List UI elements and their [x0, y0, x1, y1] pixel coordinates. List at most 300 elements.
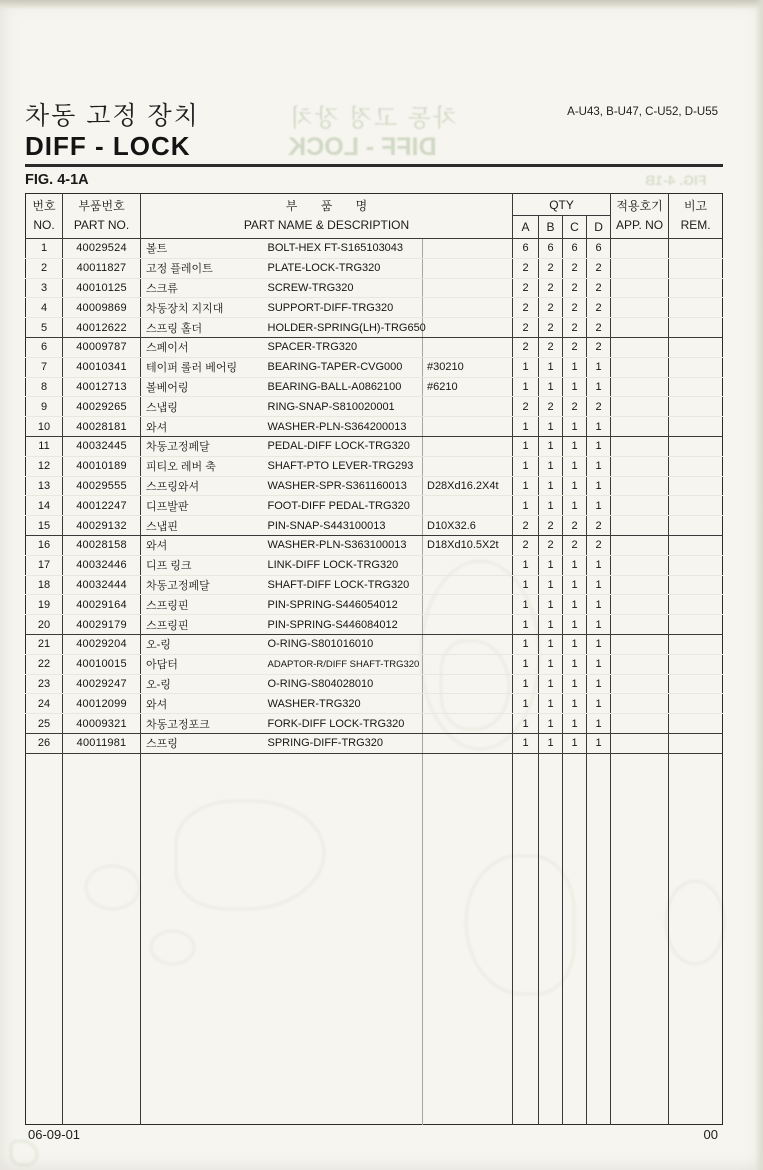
header-app-no: 적용호기 APP. NO [611, 194, 669, 239]
qty-b: 1 [539, 634, 563, 654]
row-number: 1 [26, 239, 63, 259]
row-number: 7 [26, 357, 63, 377]
qty-b: 1 [539, 377, 563, 397]
qty-c: 1 [563, 674, 587, 694]
part-spec [423, 436, 513, 456]
row-number: 19 [26, 595, 63, 615]
part-name-english: WASHER-SPR-S361160013 [268, 476, 423, 496]
remarks-cell [669, 694, 723, 714]
part-spec [423, 456, 513, 476]
qty-d: 1 [587, 436, 611, 456]
qty-c: 1 [563, 496, 587, 516]
part-number: 40029555 [63, 476, 141, 496]
part-spec [423, 298, 513, 318]
part-spec [423, 714, 513, 734]
qty-d: 1 [587, 615, 611, 635]
remarks-cell [669, 516, 723, 536]
part-spec [423, 337, 513, 357]
part-name-korean: 스페이서 [141, 337, 268, 357]
part-name-korean: 스프링 홀더 [141, 318, 268, 338]
remarks-cell [669, 595, 723, 615]
part-name-english: FORK-DIFF LOCK-TRG320 [268, 714, 423, 734]
remarks-cell [669, 298, 723, 318]
qty-c: 1 [563, 694, 587, 714]
qty-a: 2 [513, 298, 539, 318]
part-name-english: FOOT-DIFF PEDAL-TRG320 [268, 496, 423, 516]
part-name-english: PIN-SNAP-S443100013 [268, 516, 423, 536]
qty-a: 1 [513, 377, 539, 397]
qty-c: 1 [563, 714, 587, 734]
table-row [26, 239, 723, 259]
qty-a: 2 [513, 516, 539, 536]
parts-table-body [26, 239, 723, 1125]
part-spec [423, 318, 513, 338]
part-name-english: BOLT-HEX FT-S165103043 [268, 239, 423, 259]
table-row [26, 476, 723, 496]
part-number: 40010189 [63, 456, 141, 476]
revision-date: 06-09-01 [28, 1127, 81, 1142]
part-spec: #6210 [423, 377, 513, 397]
part-number: 40012247 [63, 496, 141, 516]
table-row [26, 456, 723, 476]
part-name-english: PLATE-LOCK-TRG320 [268, 258, 423, 278]
header-qty-c: C [563, 216, 587, 239]
app-no-cell [611, 694, 669, 714]
qty-c: 1 [563, 476, 587, 496]
part-spec [423, 595, 513, 615]
table-row [26, 258, 723, 278]
qty-c: 2 [563, 516, 587, 536]
qty-a: 6 [513, 239, 539, 259]
part-name-english: O-RING-S801016010 [268, 634, 423, 654]
part-name-english: SPACER-TRG320 [268, 337, 423, 357]
part-spec [423, 239, 513, 259]
part-name-english: PIN-SPRING-S446084012 [268, 615, 423, 635]
part-name-korean: 볼트 [141, 239, 268, 259]
app-no-cell [611, 714, 669, 734]
qty-b: 2 [539, 278, 563, 298]
remarks-cell [669, 357, 723, 377]
remarks-cell [669, 674, 723, 694]
app-no-cell [611, 298, 669, 318]
qty-c: 2 [563, 535, 587, 555]
part-spec [423, 496, 513, 516]
table-row [26, 555, 723, 575]
qty-b: 1 [539, 733, 563, 753]
table-row [26, 337, 723, 357]
qty-b: 1 [539, 674, 563, 694]
qty-c: 1 [563, 377, 587, 397]
app-no-cell [611, 733, 669, 753]
qty-c: 1 [563, 615, 587, 635]
header-rem: 비고 REM. [669, 194, 723, 239]
table-row [26, 357, 723, 377]
part-name-korean: 스프링핀 [141, 595, 268, 615]
qty-c: 2 [563, 318, 587, 338]
part-name-korean: 차동고정페달 [141, 436, 268, 456]
qty-d: 1 [587, 595, 611, 615]
qty-b: 1 [539, 575, 563, 595]
part-name-korean: 스프링핀 [141, 615, 268, 635]
page-number: 00 [703, 1127, 718, 1142]
qty-b: 1 [539, 357, 563, 377]
ghost-title-korean: 차동 고정 장치 [288, 105, 457, 132]
app-no-cell [611, 674, 669, 694]
table-row [26, 535, 723, 555]
remarks-cell [669, 496, 723, 516]
part-name-english: PEDAL-DIFF LOCK-TRG320 [268, 436, 423, 456]
row-number: 8 [26, 377, 63, 397]
table-row [26, 397, 723, 417]
table-row [26, 318, 723, 338]
part-name-korean: 스크류 [141, 278, 268, 298]
qty-a: 2 [513, 337, 539, 357]
part-spec [423, 694, 513, 714]
qty-c: 2 [563, 337, 587, 357]
part-name-english: WASHER-TRG320 [268, 694, 423, 714]
part-number: 40032445 [63, 436, 141, 456]
table-row [26, 516, 723, 536]
qty-c: 1 [563, 456, 587, 476]
table-row [26, 496, 723, 516]
qty-c: 1 [563, 634, 587, 654]
part-name-english: WASHER-PLN-S364200013 [268, 417, 423, 437]
qty-d: 2 [587, 278, 611, 298]
part-number: 40012713 [63, 377, 141, 397]
remarks-cell [669, 377, 723, 397]
row-number: 23 [26, 674, 63, 694]
part-name-english: SUPPORT-DIFF-TRG320 [268, 298, 423, 318]
row-number: 6 [26, 337, 63, 357]
part-name-english: SHAFT-DIFF LOCK-TRG320 [268, 575, 423, 595]
row-number: 13 [26, 476, 63, 496]
part-name-korean: 차동장치 지지대 [141, 298, 268, 318]
part-name-korean: 차동고정페달 [141, 575, 268, 595]
app-no-cell [611, 318, 669, 338]
table-row [26, 694, 723, 714]
qty-a: 1 [513, 436, 539, 456]
row-number: 26 [26, 733, 63, 753]
qty-c: 1 [563, 575, 587, 595]
app-no-cell [611, 258, 669, 278]
qty-c: 1 [563, 733, 587, 753]
page-title-english: DIFF - LOCK [25, 131, 191, 161]
remarks-cell [669, 417, 723, 437]
table-row [26, 733, 723, 753]
qty-c: 1 [563, 436, 587, 456]
part-name-korean: 디프발판 [141, 496, 268, 516]
part-number: 40012099 [63, 694, 141, 714]
qty-a: 1 [513, 714, 539, 734]
remarks-cell [669, 337, 723, 357]
parts-table [25, 193, 723, 1125]
qty-a: 1 [513, 496, 539, 516]
part-spec: D28Xd16.2X4t [423, 476, 513, 496]
part-spec [423, 733, 513, 753]
remarks-cell [669, 535, 723, 555]
table-row [26, 417, 723, 437]
table-row [26, 595, 723, 615]
row-number: 14 [26, 496, 63, 516]
app-no-cell [611, 417, 669, 437]
ghost-artifact [10, 1140, 38, 1166]
part-name-english: O-RING-S804028010 [268, 674, 423, 694]
part-spec [423, 555, 513, 575]
row-number: 5 [26, 318, 63, 338]
qty-d: 2 [587, 337, 611, 357]
part-number: 40011981 [63, 733, 141, 753]
qty-b: 1 [539, 436, 563, 456]
table-row [26, 634, 723, 654]
part-name-korean: 디프 링크 [141, 555, 268, 575]
part-name-english: RING-SNAP-S810020001 [268, 397, 423, 417]
model-codes: A-U43, B-U47, C-U52, D-U55 [567, 106, 718, 118]
table-row [26, 298, 723, 318]
table-row [26, 575, 723, 595]
row-number: 25 [26, 714, 63, 734]
qty-d: 1 [587, 496, 611, 516]
remarks-cell [669, 436, 723, 456]
part-number: 40029164 [63, 595, 141, 615]
title-rule [25, 164, 723, 167]
qty-a: 1 [513, 595, 539, 615]
remarks-cell [669, 575, 723, 595]
table-row [26, 278, 723, 298]
row-number: 9 [26, 397, 63, 417]
qty-d: 2 [587, 258, 611, 278]
header-part-no: 부품번호 PART NO. [63, 194, 141, 239]
row-number: 21 [26, 634, 63, 654]
part-name-korean: 오-링 [141, 674, 268, 694]
part-name-korean: 와셔 [141, 417, 268, 437]
remarks-cell [669, 397, 723, 417]
part-name-korean: 피티오 레버 축 [141, 456, 268, 476]
table-row [26, 377, 723, 397]
qty-b: 2 [539, 535, 563, 555]
qty-b: 1 [539, 654, 563, 674]
part-spec: #30210 [423, 357, 513, 377]
qty-a: 1 [513, 733, 539, 753]
part-spec: D10X32.6 [423, 516, 513, 536]
figure-label: FIG. 4-1A [25, 172, 89, 188]
row-number: 18 [26, 575, 63, 595]
row-number: 10 [26, 417, 63, 437]
app-no-cell [611, 634, 669, 654]
qty-b: 1 [539, 615, 563, 635]
qty-b: 1 [539, 496, 563, 516]
qty-a: 1 [513, 417, 539, 437]
header-description: 부 품 명 PART NAME & DESCRIPTION [141, 194, 513, 239]
qty-a: 2 [513, 318, 539, 338]
qty-b: 1 [539, 714, 563, 734]
part-name-english: SCREW-TRG320 [268, 278, 423, 298]
app-no-cell [611, 357, 669, 377]
remarks-cell [669, 733, 723, 753]
app-no-cell [611, 496, 669, 516]
qty-b: 2 [539, 298, 563, 318]
header-qty-d: D [587, 216, 611, 239]
ghost-title-english: DIFF - LOCK [288, 133, 437, 161]
qty-d: 1 [587, 377, 611, 397]
qty-d: 1 [587, 733, 611, 753]
app-no-cell [611, 397, 669, 417]
qty-d: 1 [587, 714, 611, 734]
remarks-cell [669, 318, 723, 338]
qty-d: 1 [587, 456, 611, 476]
qty-a: 2 [513, 535, 539, 555]
row-number: 4 [26, 298, 63, 318]
scan-edge-right [755, 0, 763, 1170]
part-name-korean: 고정 플레이트 [141, 258, 268, 278]
qty-a: 1 [513, 654, 539, 674]
qty-a: 2 [513, 397, 539, 417]
qty-a: 1 [513, 615, 539, 635]
part-number: 40010125 [63, 278, 141, 298]
qty-b: 2 [539, 258, 563, 278]
part-name-korean: 오-링 [141, 634, 268, 654]
qty-a: 1 [513, 357, 539, 377]
header-qty-b: B [539, 216, 563, 239]
table-row [26, 674, 723, 694]
qty-b: 2 [539, 516, 563, 536]
part-spec [423, 417, 513, 437]
row-number: 16 [26, 535, 63, 555]
qty-b: 1 [539, 476, 563, 496]
row-number: 12 [26, 456, 63, 476]
part-number: 40029204 [63, 634, 141, 654]
app-no-cell [611, 436, 669, 456]
empty-table-area [26, 753, 723, 1124]
part-name-korean: 스프링와셔 [141, 476, 268, 496]
part-spec [423, 634, 513, 654]
app-no-cell [611, 516, 669, 536]
qty-a: 1 [513, 634, 539, 654]
part-name-english: ADAPTOR-R/DIFF SHAFT-TRG320 [268, 654, 423, 674]
qty-a: 1 [513, 674, 539, 694]
qty-b: 1 [539, 456, 563, 476]
remarks-cell [669, 456, 723, 476]
qty-a: 1 [513, 694, 539, 714]
remarks-cell [669, 634, 723, 654]
table-row [26, 714, 723, 734]
qty-d: 1 [587, 654, 611, 674]
qty-d: 2 [587, 298, 611, 318]
part-spec: D18Xd10.5X2t [423, 535, 513, 555]
qty-b: 1 [539, 694, 563, 714]
header-no: 번호 NO. [26, 194, 63, 239]
qty-c: 2 [563, 278, 587, 298]
part-name-korean: 스냅핀 [141, 516, 268, 536]
part-name-korean: 와셔 [141, 694, 268, 714]
part-name-korean: 아답터 [141, 654, 268, 674]
remarks-cell [669, 654, 723, 674]
remarks-cell [669, 714, 723, 734]
part-spec [423, 674, 513, 694]
remarks-cell [669, 239, 723, 259]
part-name-english: BEARING-BALL-A0862100 [268, 377, 423, 397]
qty-d: 1 [587, 674, 611, 694]
qty-c: 1 [563, 595, 587, 615]
app-no-cell [611, 555, 669, 575]
part-name-english: BEARING-TAPER-CVG000 [268, 357, 423, 377]
app-no-cell [611, 456, 669, 476]
qty-a: 1 [513, 476, 539, 496]
qty-b: 6 [539, 239, 563, 259]
qty-c: 2 [563, 298, 587, 318]
part-name-korean: 볼베어링 [141, 377, 268, 397]
part-number: 40029132 [63, 516, 141, 536]
header-qty-group: QTY [513, 194, 611, 216]
part-number: 40010015 [63, 654, 141, 674]
app-no-cell [611, 575, 669, 595]
qty-d: 1 [587, 357, 611, 377]
qty-c: 1 [563, 357, 587, 377]
qty-c: 1 [563, 555, 587, 575]
qty-d: 1 [587, 694, 611, 714]
part-number: 40029265 [63, 397, 141, 417]
table-row [26, 615, 723, 635]
part-number: 40032444 [63, 575, 141, 595]
header-qty-a: A [513, 216, 539, 239]
part-spec [423, 278, 513, 298]
qty-a: 2 [513, 258, 539, 278]
part-number: 40009869 [63, 298, 141, 318]
remarks-cell [669, 258, 723, 278]
app-no-cell [611, 278, 669, 298]
part-name-english: PIN-SPRING-S446054012 [268, 595, 423, 615]
part-spec [423, 615, 513, 635]
app-no-cell [611, 595, 669, 615]
remarks-cell [669, 555, 723, 575]
qty-d: 1 [587, 417, 611, 437]
part-spec [423, 397, 513, 417]
qty-c: 1 [563, 417, 587, 437]
part-number: 40029247 [63, 674, 141, 694]
qty-c: 2 [563, 258, 587, 278]
parts-table-header [26, 194, 723, 239]
row-number: 20 [26, 615, 63, 635]
part-name-english: LINK-DIFF LOCK-TRG320 [268, 555, 423, 575]
part-number: 40029179 [63, 615, 141, 635]
qty-d: 2 [587, 535, 611, 555]
page-title-korean: 차동 고정 장치 [25, 102, 200, 130]
app-no-cell [611, 239, 669, 259]
part-spec [423, 575, 513, 595]
remarks-cell [669, 476, 723, 496]
part-number: 40011827 [63, 258, 141, 278]
row-number: 2 [26, 258, 63, 278]
qty-c: 1 [563, 654, 587, 674]
app-no-cell [611, 476, 669, 496]
part-number: 40028181 [63, 417, 141, 437]
app-no-cell [611, 654, 669, 674]
part-name-english: SHAFT-PTO LEVER-TRG293 [268, 456, 423, 476]
qty-d: 2 [587, 318, 611, 338]
qty-b: 2 [539, 397, 563, 417]
row-number: 22 [26, 654, 63, 674]
part-number: 40009787 [63, 337, 141, 357]
qty-b: 1 [539, 417, 563, 437]
part-name-korean: 스프링 [141, 733, 268, 753]
row-number: 15 [26, 516, 63, 536]
part-spec [423, 654, 513, 674]
qty-d: 2 [587, 397, 611, 417]
qty-d: 6 [587, 239, 611, 259]
app-no-cell [611, 615, 669, 635]
qty-b: 1 [539, 555, 563, 575]
qty-d: 1 [587, 555, 611, 575]
table-row [26, 436, 723, 456]
